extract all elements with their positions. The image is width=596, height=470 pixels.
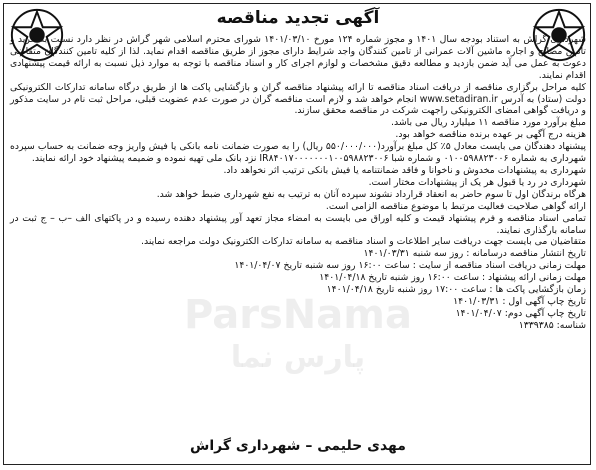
notice-id: شناسه: ۱۳۳۹۳۸۵ [518, 319, 586, 331]
notice-title: آگهی تجدید مناقصه [216, 8, 380, 28]
paragraph-discretion: شهرداری در رد یا قبول هر یک از پیشنهادات مختار است. [368, 176, 586, 188]
date-second-print: تاریخ چاپ آگهی دوم: ۱۴۰۱/۰۴/۰۷ [455, 307, 586, 319]
paragraph-documents: تمامی اسناد مناقصه و فرم پیشنهاد قیمت و کلیه اوراق می بایست به امضاء مجاز تعهد آور پیشنهاد دهنده رسیده و در پاکتهای الف –ب – ج ثبت در سامانه بارگذاری نمایند. [10, 212, 586, 236]
watermark-latin: ParsNama [184, 292, 412, 338]
date-first-print: تاریخ چاپ آگهی اول : ۱۴۰۱/۰۳/۳۱ [453, 295, 586, 307]
paragraph-certificate: ارائه گواهی صلاحیت فعالیت مرتبط با موضوع مناقصه الزامی است. [325, 200, 586, 212]
paragraph-intro: شهرداری گراش به استناد بودجه سال ۱۴۰۱ و مجوز شماره ۱۲۴ مورخ ۱۴۰۱/۰۳/۱۰ شورای محترم اسلامی شهر گراش در نظر دارد نسبت به خرید و تامین مصالح و اجاره ماشین آلات عمرانی از تامین کنندگان واجد شرایط دارای مجوز از طریق مناقصه اقدام نماید. لذا از کلیه تامین کنندگان متقاضی دعوت به عمل می آید ضمن بازدید و مطالعه دقیق مشخصات و لوازم اجرای کار و اسناد مناقصه با توجه به موارد ذیل نسبت به ارائه قیمت پیشنهادی اقدام نمایند. [10, 34, 586, 81]
date-offer-deadline: مهلت زمانی ارائه پیشنهاد : ساعت ۱۶:۰۰ روز شنبه تاریخ ۱۴۰۱/۰۴/۱۸ [319, 272, 586, 284]
paragraph-guarantee: پیشنهاد دهندگان می بایست معادل ۵٪ کل مبلغ برآورد(۵۵۰/۰۰۰/۰۰۰ ریال) را به صورت ضمانت نامه بانکی یا فیش واریز وجه ضمانت به حساب سپرده شهرداری به شماره ۰۱۰۰۵۹۸۸۲۳۰۰۶ و شماره شبا IR۸۴۰۱۷۰۰۰۰۰۰۰۱۰۰۵۹۸۸۲۳۰۰۶ نزد بانک ملی تهیه نموده و ضمیمه پیشنهاد خود ارائه نمایند. [10, 141, 586, 165]
watermark-persian: پارس نما [230, 340, 366, 375]
date-opening: زمان بازگشایی پاکت ها : ساعت ۱۷:۰۰ روز شنبه تاریخ ۱۴۰۱/۰۴/۱۸ [326, 284, 586, 296]
paragraph-info: متقاضیان می بایست جهت دریافت سایر اطلاعات و اسناد مناقصه به سامانه تدارکات الکترونیک دولت مراجعه نمایند. [141, 236, 586, 248]
paragraph-rejection: شهرداری به پیشنهادات مخدوش و ناخوانا و فاقد ضمانتنامه یا فیش بانکی ترتیب اثر نخواهد داد. [223, 164, 586, 176]
paragraph-ad-cost: هزینه درج آگهی بر عهده برنده مناقصه خواهد بود. [395, 129, 586, 141]
date-doc-deadline: مهلت زمانی دریافت اسناد مناقصه از سایت : ساعت ۱۶:۰۰ روز سه شنبه تاریخ ۱۴۰۱/۰۴/۰۷ [234, 260, 586, 272]
date-publish: تاریخ انتشار مناقصه درسامانه : روز سه شنبه ۱۴۰۱/۰۳/۳۱ [363, 248, 586, 260]
paragraph-estimate: مبلغ برآورد مورد مناقصه ۱۱ میلیارد ریال می باشد. [391, 117, 586, 129]
signature: مهدی حلیمی – شهرداری گراش [190, 438, 406, 454]
notice-body [10, 34, 586, 332]
paragraph-forfeit: هرگاه برندگان اول تا سوم حاضر به انعقاد قرارداد نشوند سپرده آنان به ترتیب به نفع شهرداری ضبط خواهد شد. [156, 188, 586, 200]
paragraph-procedure: کلیه مراحل برگزاری مناقصه از دریافت اسناد مناقصه تا ارائه پیشنهاد مناقصه گران و بازگشایی پاکت ها از طریق درگاه سامانه تدارکات الکترونیکی دولت (ستاد) به آدرس www.setadiran.ir انجام خواهد شد و لازم است مناقصه گران در صورت عدم عضویت قبلی، مراحل ثبت نام در سایت مذکور و دریافت گواهی امضای الکترونیکی راجهت شرکت در مناقصه محقق سازند. [10, 81, 586, 117]
